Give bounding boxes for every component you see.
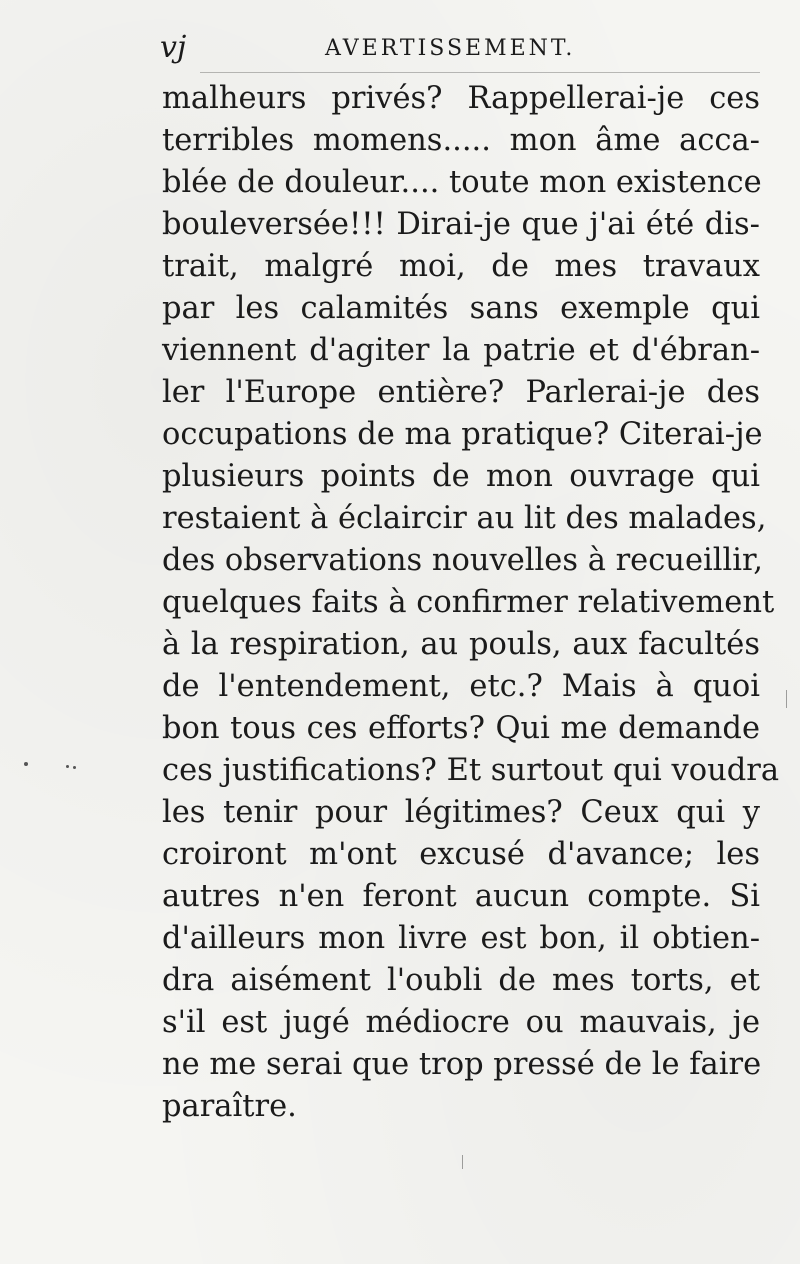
text-line: croiront m'ont excusé d'avance; les <box>162 837 760 872</box>
header-rule <box>200 72 760 73</box>
text-line: bon tous ces efforts? Qui me demande <box>162 711 760 746</box>
text-line: autres n'en feront aucun compte. Si <box>162 879 760 914</box>
text-line: à la respiration, au pouls, aux facultés <box>162 627 760 662</box>
text-line: bouleversée!!! Dirai-je que j'ai été dis- <box>162 207 760 242</box>
text-line: dra aisément l'oubli de mes torts, et <box>162 963 760 998</box>
body-text <box>162 78 780 1128</box>
text-line: d'ailleurs mon livre est bon, il obtien- <box>162 921 760 956</box>
ink-speck <box>24 762 28 766</box>
text-line: s'il est jugé médiocre ou mauvais, je <box>162 1005 760 1040</box>
text-line: viennent d'agiter la patrie et d'ébran- <box>162 333 760 368</box>
page-number: vj <box>160 30 187 65</box>
text-line: restaient à éclaircir au lit des malades, <box>162 501 767 536</box>
text-line: ne me serai que trop pressé de le faire <box>162 1047 762 1082</box>
text-line: de l'entendement, etc.? Mais à quoi <box>162 669 760 704</box>
paper-mark <box>786 690 787 708</box>
text-line: terribles momens..... mon âme acca- <box>162 123 760 158</box>
running-head <box>160 28 760 68</box>
text-line: occupations de ma pratique? Citerai-je <box>162 417 763 452</box>
text-line: ler l'Europe entière? Parlerai-je des <box>162 375 760 410</box>
text-line: plusieurs points de mon ouvrage qui <box>162 459 760 494</box>
text-line: les tenir pour légitimes? Ceux qui y <box>162 795 760 830</box>
paper-mark <box>462 1155 463 1169</box>
running-title: AVERTISSEMENT. <box>325 36 576 61</box>
text-line-last: paraître. <box>162 1089 297 1124</box>
text-line: blée de douleur.... toute mon existence <box>162 165 762 200</box>
text-line: ces justifications? Et surtout qui voudra <box>162 753 780 788</box>
text-line: des observations nouvelles à recueillir, <box>162 543 763 578</box>
text-line: quelques faits à confirmer relativement <box>162 585 775 620</box>
ink-speck <box>73 766 76 769</box>
ink-speck <box>66 765 69 768</box>
text-line: trait, malgré moi, de mes travaux <box>162 249 760 284</box>
text-line: malheurs privés? Rappellerai-je ces <box>162 81 760 116</box>
text-line: par les calamités sans exemple qui <box>162 291 760 326</box>
